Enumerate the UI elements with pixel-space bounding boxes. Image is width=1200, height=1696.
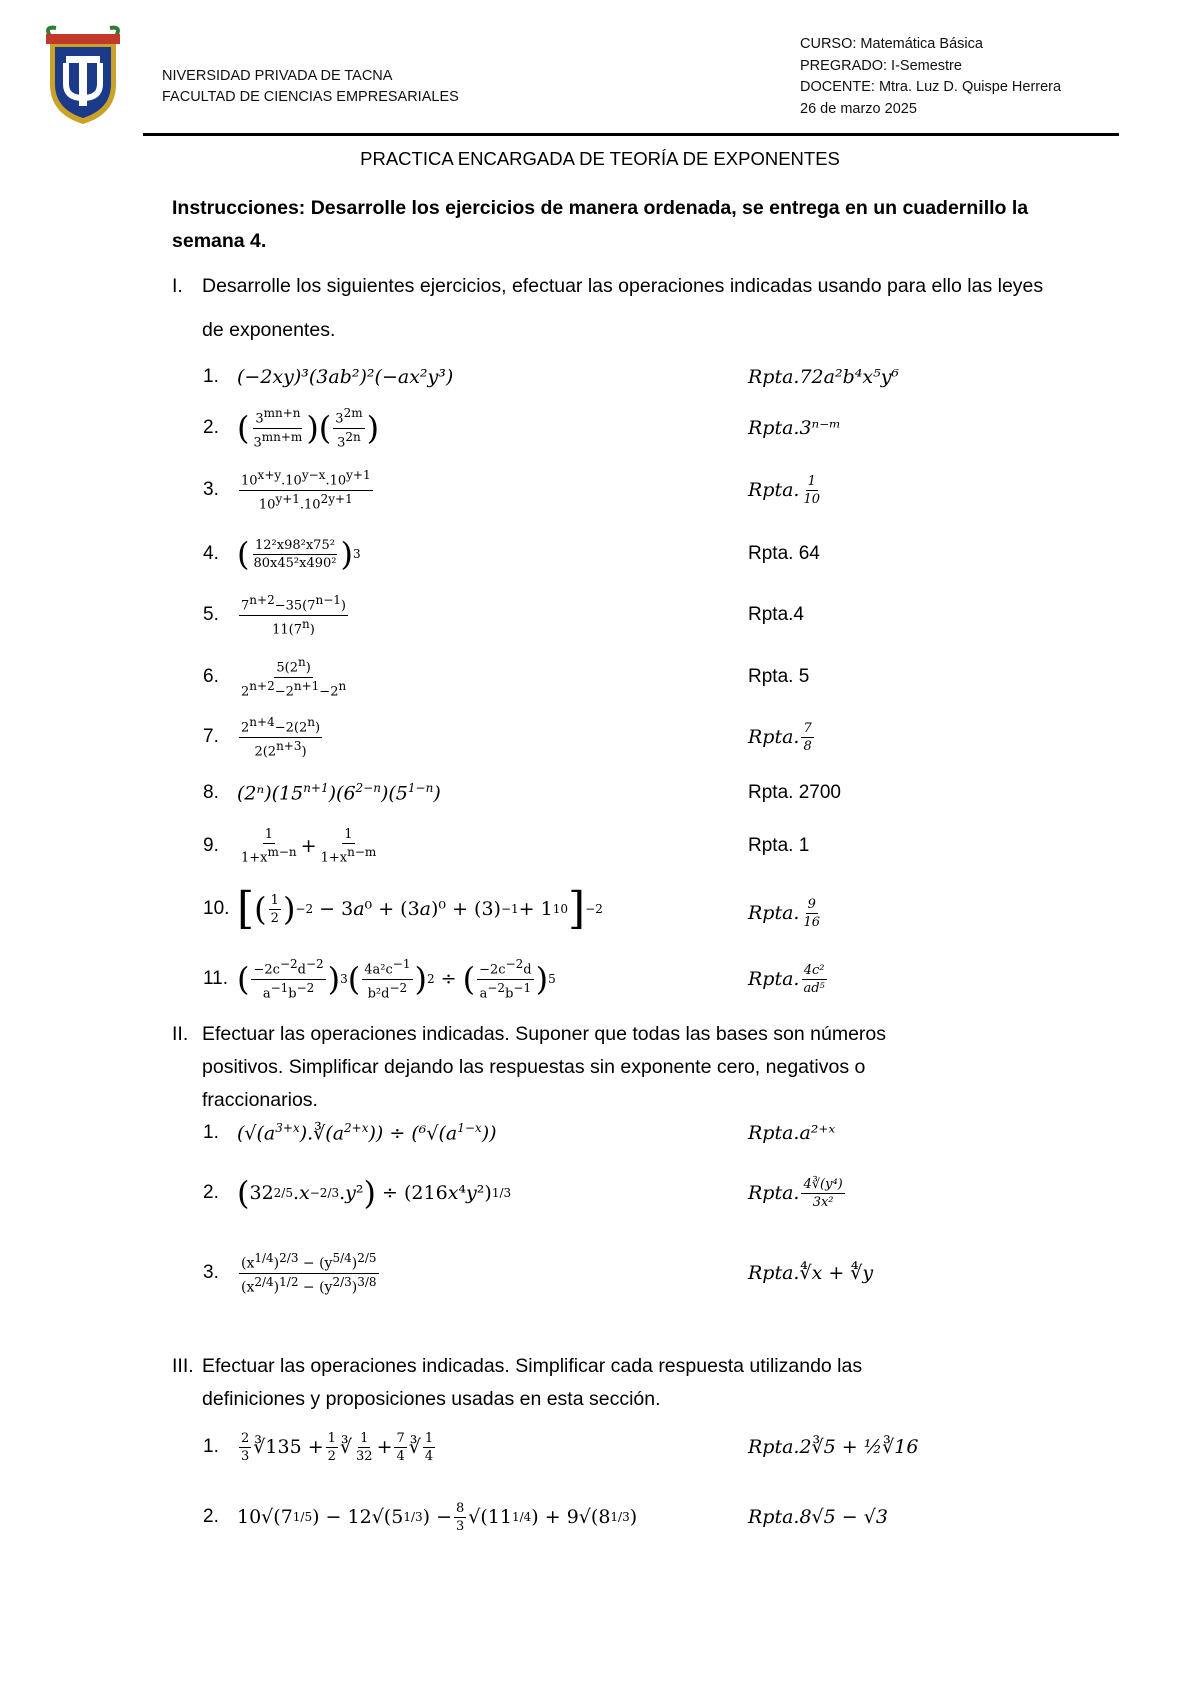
- answer-2-2: Rpta. 4∛(y⁴) 3x²: [748, 1176, 843, 1210]
- course: CURSO: Matemática Básica: [800, 36, 983, 52]
- answer-1-3-label: Rpta.: [748, 479, 800, 501]
- exercise-1-10: 10. [ ( 1 2 ) −2 − 3 a ⁰ + (3 a )⁰ + (3) −1 + 1 10 ] −2: [203, 883, 603, 934]
- answer-1-5: Rpta.4: [748, 604, 804, 625]
- page-title: PRACTICA ENCARGADA DE TEORÍA DE EXPONENTES: [360, 148, 840, 169]
- answer-1-3: Rpta. 1 10: [748, 473, 821, 507]
- date: 26 de marzo 2025: [800, 100, 917, 117]
- teacher: DOCENTE: Mtra. Luz D. Quispe Herrera: [800, 79, 1062, 95]
- section-2-number: II.: [172, 1023, 189, 1045]
- answer-1-4: Rpta. 64: [748, 543, 820, 564]
- level: PREGRADO: I-Semestre: [800, 57, 962, 74]
- answer-1-7-label: Rpta.: [748, 726, 800, 748]
- exercise-1-8: 8. $(2^n)(15^{n+1})(6^{2-n})(5^{1-n})$: [203, 781, 441, 805]
- answer-1-7: Rpta. 7 8: [748, 720, 812, 754]
- exercise-1-6: 6. 5(2$^n$) $2^{n+2}-2^{n+1}-2^n$: [203, 655, 347, 699]
- exercise-1-2: 2. ( $3^{mn+n}$ $3^{mn+m}$ )( $3^{2m}$ $3^{2n}$ ): [203, 406, 380, 450]
- answer-2-2-label: Rpta.: [748, 1182, 800, 1204]
- answer-1-10-label: Rpta.: [748, 902, 800, 924]
- answer-1-8: Rpta. 2700: [748, 782, 841, 803]
- university-block: [162, 66, 459, 108]
- course-info: [800, 34, 1061, 120]
- faculty-name: FACULTAD DE CIENCIAS EMPRESARIALES: [162, 89, 459, 105]
- exercise-1-9: 9. 1 $1+x^{m-n}$ + 1 $1+x^{n-m}$: [203, 826, 377, 866]
- exercise-3-1: 1. 2 3 ∛135 + 1 2 ∛ 1 32 + 7 4 ∛ 1 4: [203, 1430, 434, 1464]
- exercise-1-1: 1. (−2xy)³(3ab²)²(−ax²y³): [203, 366, 454, 388]
- answer-2-3: Rpta.∜x + ∜y: [748, 1262, 874, 1284]
- answer-1-11-label: Rpta.: [748, 968, 800, 990]
- exercise-1-4: 4. ( 12²x98²x75² 80x45²x490² ) 3: [203, 535, 361, 573]
- answer-1-2: Rpta.3ⁿ⁻ᵐ: [748, 417, 841, 439]
- answer-1-1: Rpta.72a²b⁴x⁵y⁶: [748, 366, 900, 388]
- exercise-1-7: 7. $2^{n+4}-2(2^n)$ $2(2^{n+3})$: [203, 715, 321, 759]
- answer-3-1: Rpta.2∛5 + ½∛16: [748, 1436, 919, 1458]
- answer-1-10: Rpta. 9 16: [748, 896, 821, 930]
- exercise-1-11: 11. ( $-2c^{-2}d^{-2}$ $a^{-1}b^{-2}$ ) 3 ( $4a^2c^{-1}$ $b^2d^{-2}$ ) 2 ÷ ( $-2c^{-2}d$ $a^{-2}b^{-1}$ ) 5: [203, 957, 556, 1001]
- exercise-2-1: 1. $(√(a^{3+x}).∛(a^{2+x})) \div (^6√(a^{1-x}))$: [203, 1121, 497, 1145]
- answer-3-2: Rpta.8√5 − √3: [748, 1506, 888, 1528]
- exercise-3-2: 2. 10√(7 1/5 ) − 12√(5 1/3 ) − 8 3 √(11 1/4 ) + 9√(8 1/3 ): [203, 1500, 638, 1534]
- university-logo: [42, 22, 124, 126]
- section-1-number: I.: [172, 275, 183, 297]
- answer-1-6: Rpta. 5: [748, 666, 810, 687]
- answer-2-1: Rpta.a²⁺ˣ: [748, 1122, 836, 1144]
- exercise-2-3: 3. $(x^{1/4})^{2/3} - (y^{5/4})^{2/5}$ $(x^{2/4})^{1/2} - (y^{2/3})^{3/8}$: [203, 1250, 377, 1296]
- exercise-1-5: 5. $7^{n+2}-35(7^{n-1})$ 11(7$^n$): [203, 593, 346, 637]
- university-name: NIVERSIDAD PRIVADA DE TACNA: [162, 68, 393, 84]
- answer-1-9: Rpta. 1: [748, 835, 810, 856]
- section-2-text: Efectuar las operaciones indicadas. Suponer que todas las bases son números positivos. Simplificar dejando las respuestas sin exponente cero, negativos o fraccionarios.: [202, 1023, 887, 1111]
- section-3-number: III.: [172, 1355, 194, 1377]
- section-3-text: Efectuar las operaciones indicadas. Simplificar cada respuesta utilizando las definiciones y proposiciones usadas en esta sección.: [202, 1355, 863, 1410]
- answer-1-11: Rpta. 4c² ad⁵: [748, 962, 825, 996]
- exercise-1-3: 3. $10^{x+y}.10^{y-x}.10^{y+1}$ $10^{y+1}.10^{2y+1}$: [203, 468, 371, 512]
- section-1-text: Desarrolle los siguientes ejercicios, efectuar las operaciones indicadas usando para ello las leyes de exponentes.: [202, 275, 1044, 341]
- exercise-2-2: 2. ( 32 2/5 . x −2/3 . y ² ) ÷ (216 x ⁴ y ²) 1/3: [203, 1174, 512, 1212]
- header-divider: [143, 133, 1119, 136]
- instructions: Instrucciones: Desarrolle los ejercicios de manera ordenada, se entrega en un cuadernillo la semana 4.: [172, 197, 1029, 252]
